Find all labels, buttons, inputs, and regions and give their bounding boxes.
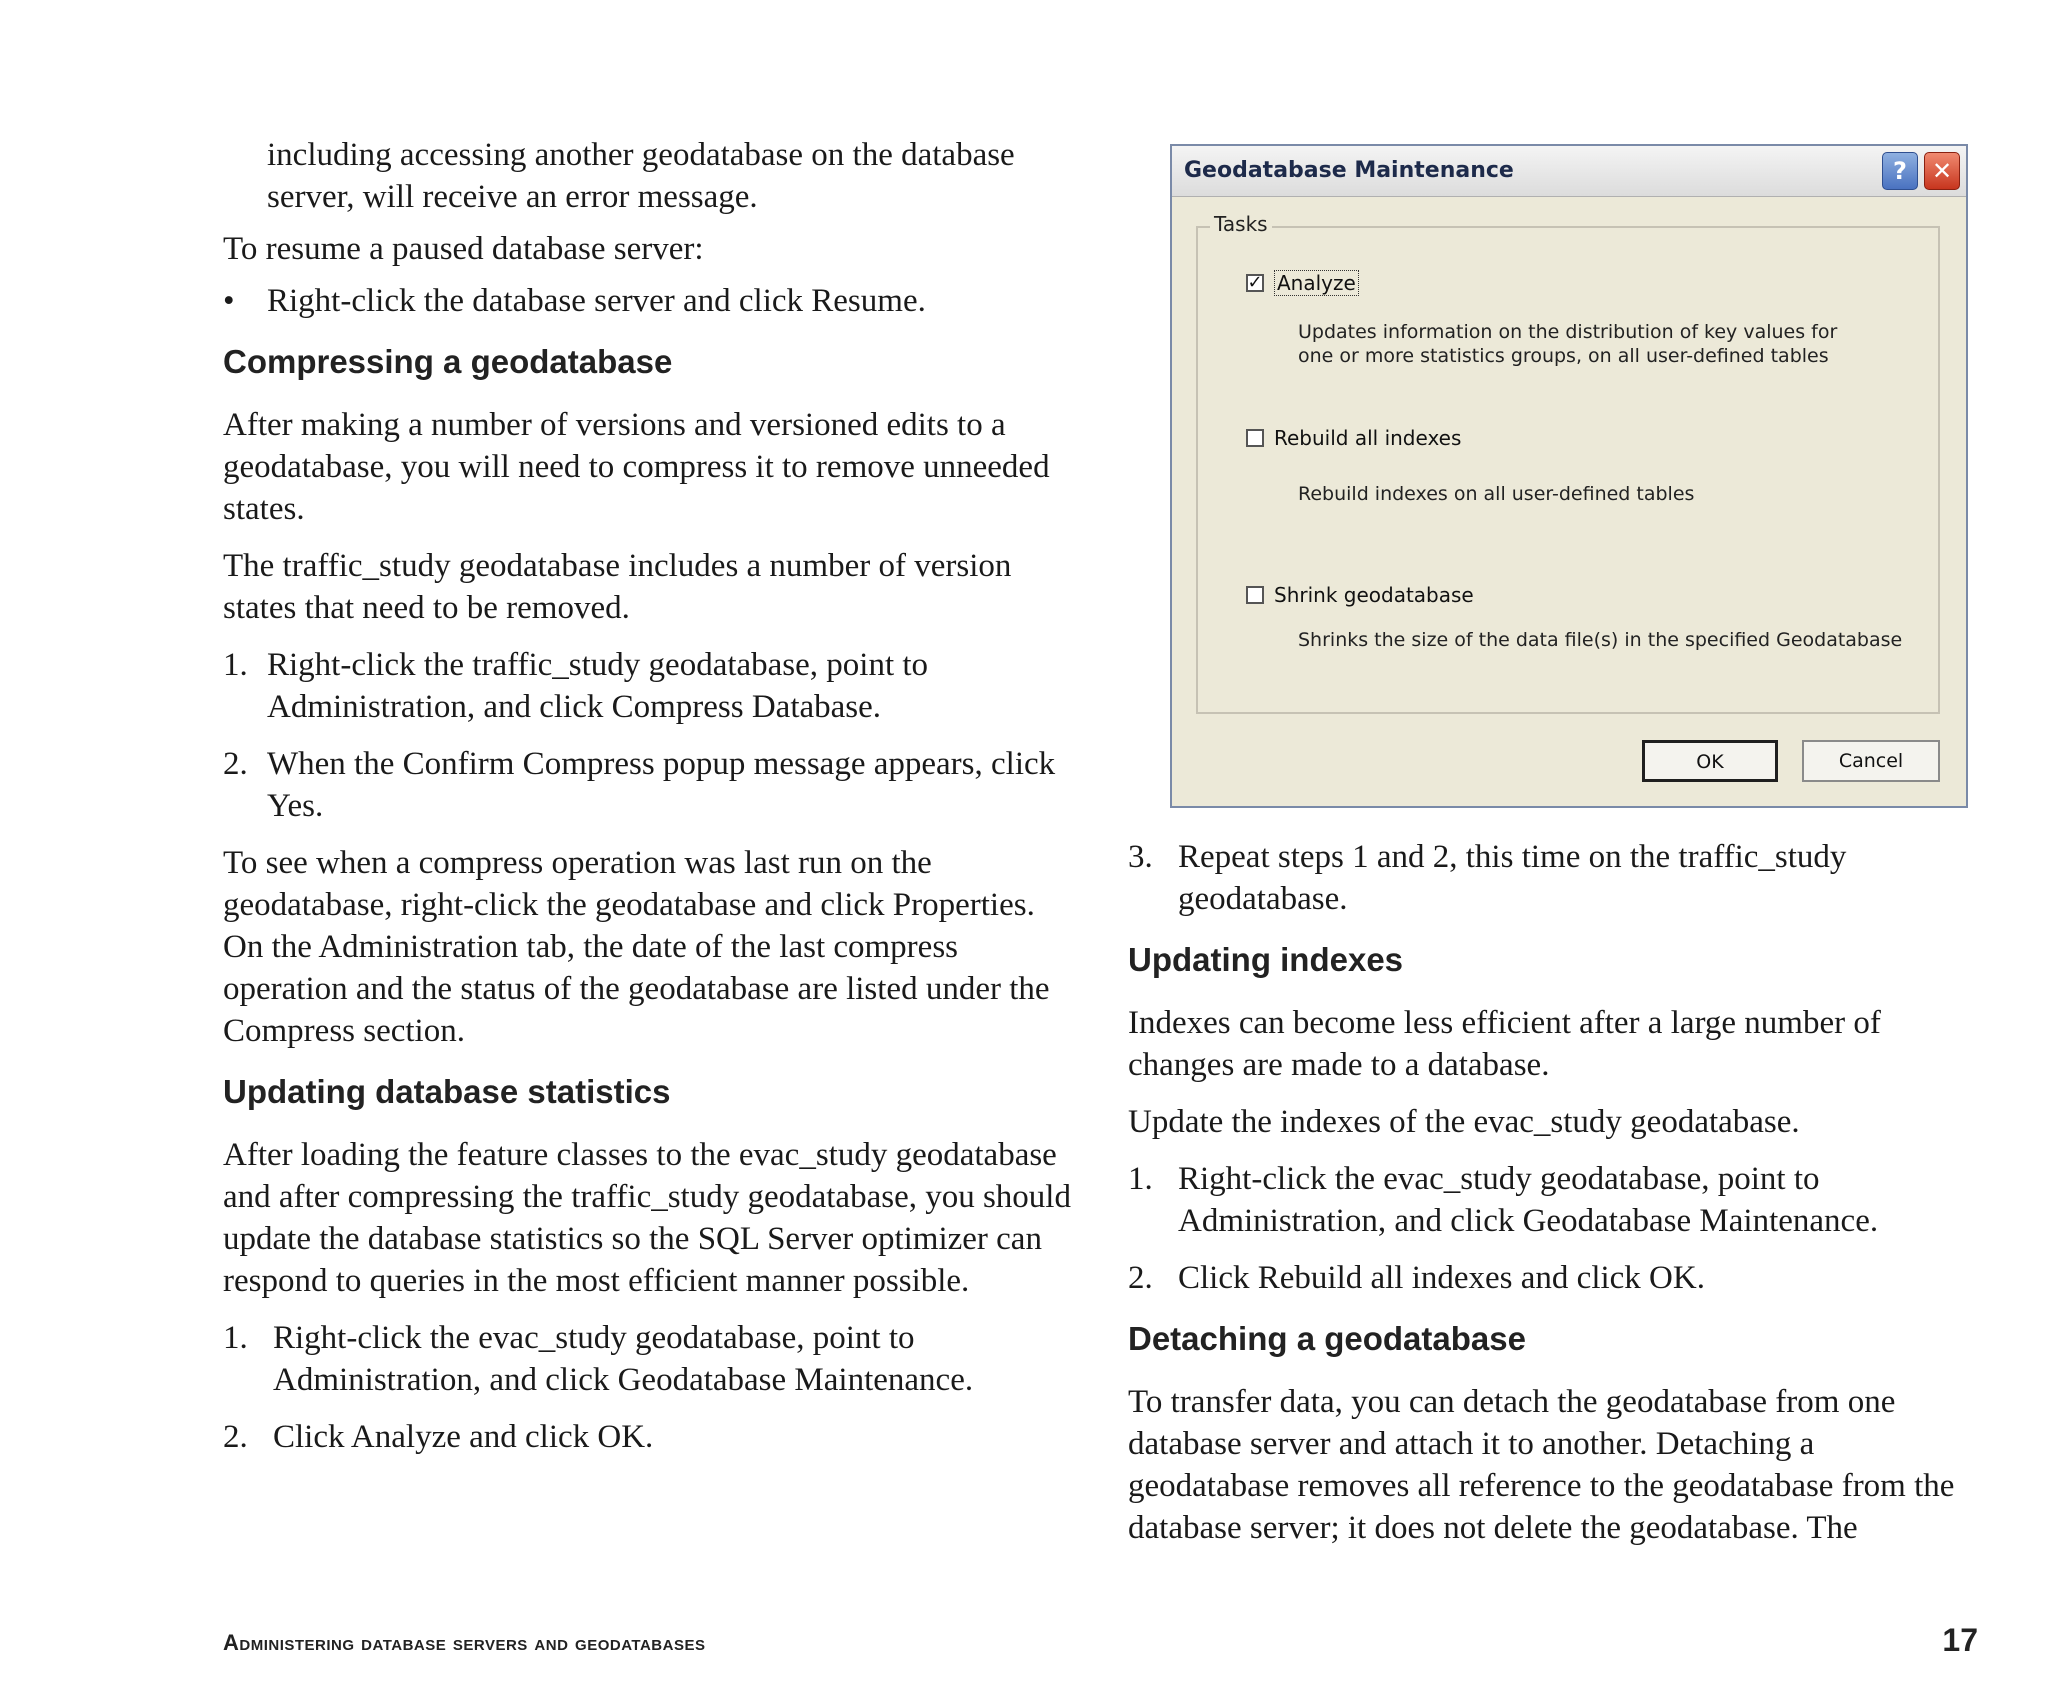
shrink-checkbox[interactable] — [1246, 586, 1264, 604]
shrink-option[interactable] — [1246, 583, 1474, 607]
compress-paragraph-2: The traffic_study geodatabase includes a number of version states that need to be removed. — [223, 548, 1012, 626]
indexes-paragraph-2: Update the indexes of the evac_study geodatabase. — [1128, 1104, 1800, 1140]
dialog-titlebar — [1172, 146, 1966, 197]
dialog-title: Geodatabase Maintenance — [1184, 158, 1514, 183]
indexes-paragraph-1: Indexes can become less efficient after a large number of changes are made to a database. — [1128, 1005, 1881, 1083]
left-column — [223, 134, 1073, 1473]
shrink-label: Shrink geodatabase — [1274, 583, 1474, 607]
analyze-checkbox[interactable] — [1246, 274, 1264, 292]
compress-step-1: 1. Right-click the traffic_study geodatabase, point to Administration, and click Compress Database. — [223, 647, 929, 725]
resume-intro: To resume a paused database server: — [223, 231, 704, 267]
analyze-label: Analyze — [1274, 270, 1359, 296]
rebuild-checkbox[interactable] — [1246, 429, 1264, 447]
heading-detaching: Detaching a geodatabase — [1128, 1320, 1526, 1357]
page-number: 17 — [1942, 1622, 1978, 1658]
resume-bullet: • Right-click the database server and click Resume. — [223, 280, 1073, 322]
close-button[interactable]: ✕ — [1924, 152, 1960, 190]
detach-paragraph: To transfer data, you can detach the geodatabase from one database server and attach it to another. Detaching a geodatabase removes all reference to the geodatabase from the database server; it does not delete the geodatabase. The — [1128, 1384, 1955, 1546]
indexes-step-1: 1. Right-click the evac_study geodatabase, point to Administration, and click Geodatabase Maintenance. — [1128, 1161, 1879, 1239]
heading-compressing: Compressing a geodatabase — [223, 343, 673, 380]
paragraph-continued: including accessing another geodatabase on the database server, will receive an error message. — [267, 137, 1015, 215]
stats-step-2: 2. Click Analyze and click OK. — [223, 1419, 654, 1455]
geodatabase-maintenance-dialog — [1170, 144, 1968, 808]
help-button[interactable]: ? — [1882, 152, 1918, 190]
indexes-step-2: 2. Click Rebuild all indexes and click OK. — [1128, 1260, 1705, 1296]
heading-statistics: Updating database statistics — [223, 1073, 671, 1110]
right-column — [1128, 836, 1968, 1564]
bullet-mark: • — [223, 283, 235, 319]
stats-step-1: 1. Right-click the evac_study geodatabase, point to Administration, and click Geodatabase Maintenance. — [223, 1320, 974, 1398]
analyze-description: Updates information on the distribution of key values for one or more statistics groups, on all user-defined tables — [1298, 321, 1838, 367]
rebuild-label: Rebuild all indexes — [1274, 426, 1462, 450]
rebuild-description: Rebuild indexes on all user-defined tables — [1298, 483, 1695, 505]
compress-paragraph-1: After making a number of versions and versioned edits to a geodatabase, you will need to compress it to remove unneeded states. — [223, 407, 1050, 527]
tasks-group — [1196, 212, 1940, 714]
ok-button[interactable]: OK — [1642, 740, 1778, 782]
analyze-option[interactable] — [1246, 270, 1359, 296]
rebuild-option[interactable] — [1246, 426, 1461, 450]
compress-step-3: 3. Repeat steps 1 and 2, this time on the traffic_study geodatabase. — [1128, 839, 1847, 917]
stats-paragraph: After loading the feature classes to the evac_study geodatabase and after compressing the traffic_study geodatabase, you should update the database statistics so the SQL Server optimizer can respond to queries in the most efficient manner possible. — [223, 1137, 1071, 1299]
tasks-group-label: Tasks — [1210, 212, 1272, 236]
heading-indexes: Updating indexes — [1128, 941, 1404, 978]
cancel-button[interactable]: Cancel — [1802, 740, 1940, 782]
compress-step-2: 2. When the Confirm Compress popup message appears, click Yes. — [223, 746, 1056, 824]
compress-paragraph-3: To see when a compress operation was last run on the geodatabase, right-click the geodatabase and click Properties. On the Administration tab, the date of the last compress operation and the status of the geodatabase are listed under the Compress section. — [223, 845, 1050, 1049]
shrink-description: Shrinks the size of the data file(s) in the specified Geodatabase — [1298, 629, 1903, 651]
checkmark-icon: ✓ — [1247, 272, 1263, 293]
footer-chapter-title: Administering database servers and geodatabases — [223, 1630, 706, 1655]
